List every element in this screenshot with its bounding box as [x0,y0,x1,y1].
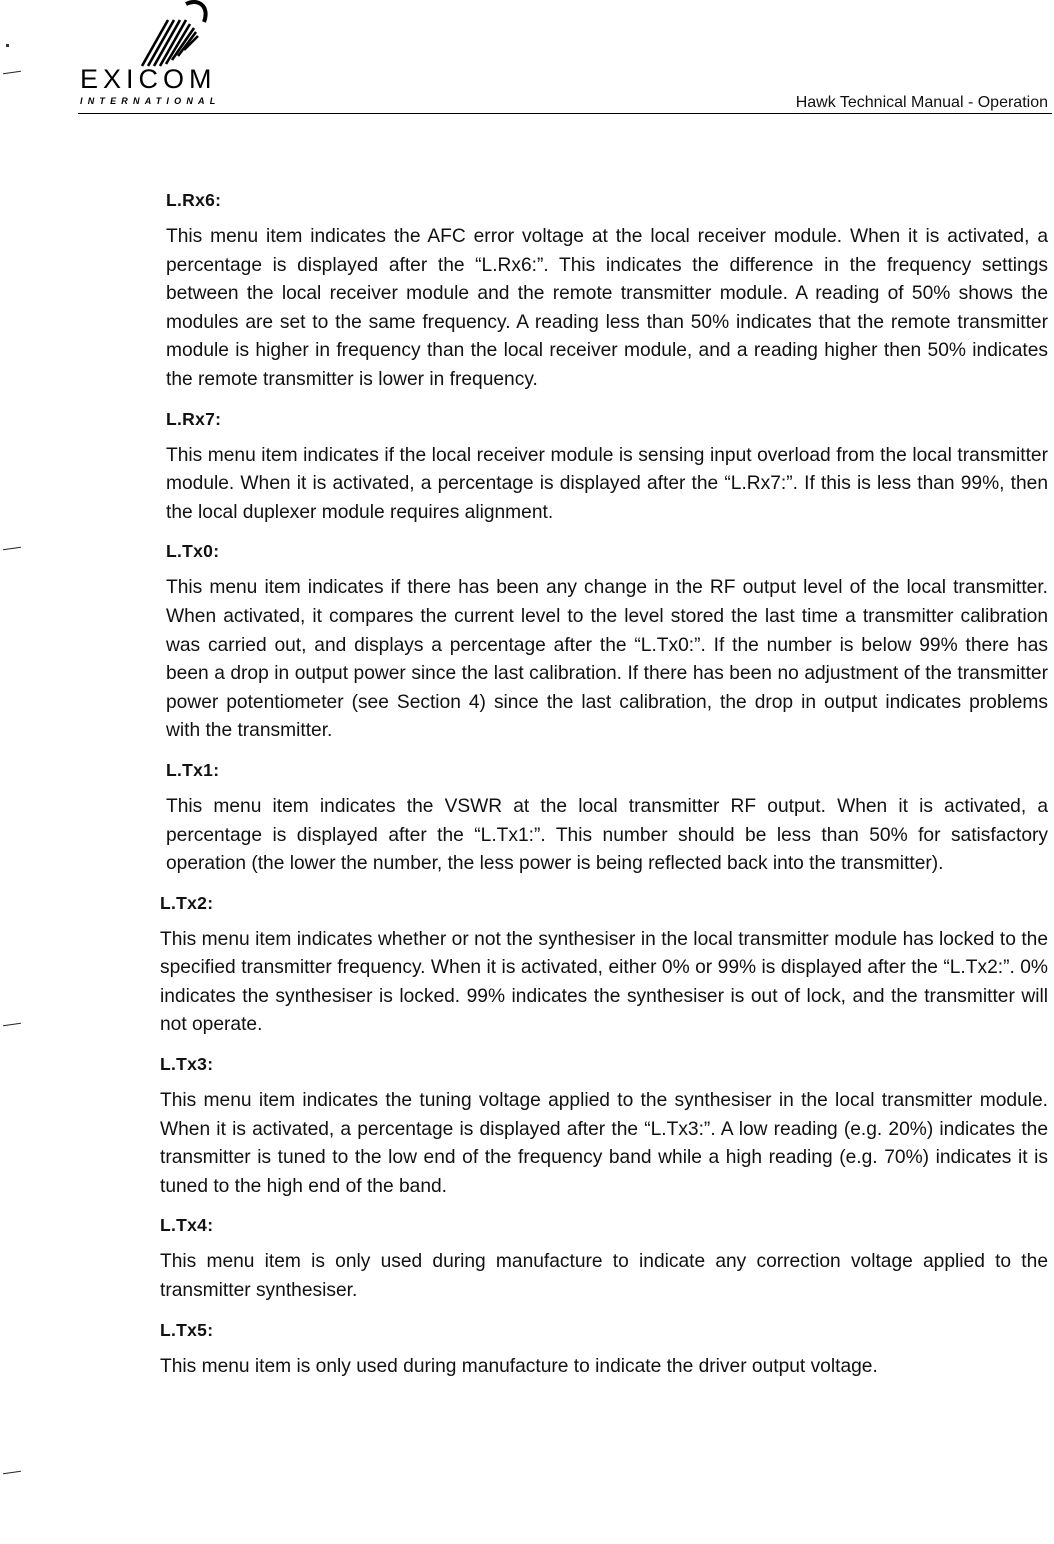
section-body: This menu item indicates if the local receiver module is sensing input overload from the local transmitter module. When it is activated, a percentage is displayed after the “L.Rx7:”. If this is less than 99%, then the local duplexer module requires alignment. [166,444,1048,523]
section-body: This menu item indicates the VSWR at the local transmitter RF output. When it is activated, a percentage is displayed after the “L.Tx1:”. This number should be less than 50% for satisfactory operation (the lower the number, the less power is being reflected back into the transmitter). [166,795,1048,875]
margin-dot [6,44,9,47]
section-heading: L.Tx5: [160,1319,214,1340]
section-l-tx1 [158,760,1048,879]
section-body: This menu item indicates whether or not the synthesiser in the local transmitter module has locked to the specified transmitter frequency. When it is activated, either 0% or 99% is displayed after the “L.Tx2:”. 0% indicates the synthesiser is locked. 99% indicates the synthesiser is out of lock, and the transmitter will not operate. [160,928,1048,1036]
exicom-globe-icon [138,0,218,68]
section-body: This menu item indicates the AFC error voltage at the local receiver module. When it is activated, a percentage is displayed after the “L.Rx6:”. This indicates the difference in the frequency settings between the local receiver module and the remote transmitter module. A reading of 50% shows the modules are set to the same frequency. A reading less than 50% indicates that the remote transmitter module is higher in frequency than the local receiver module, and a reading higher then 50% indicates the remote transmitter is lower in frequency. [166,226,1048,390]
section-heading: L.Tx4: [160,1215,214,1236]
section-heading: L.Rx6: [166,190,222,210]
section-l-rx7 [158,409,1048,528]
section-body: This menu item is only used during manufacture to indicate any correction voltage applied to the transmitter synthesiser. [160,1251,1048,1302]
margin-mark [3,1023,21,1026]
section-l-tx5 [158,1320,1048,1382]
brand-name: EXICOM [80,64,217,94]
section-heading: L.Tx3: [160,1054,214,1075]
section-l-rx6 [158,190,1048,395]
section-l-tx0 [158,541,1048,746]
section-body: This menu item indicates if there has been any change in the RF output level of the local transmitter. When activated, it compares the current level to the level stored the last time a transmitter calibration was carried out, and displays a percentage after the “L.Tx0:”. If the number is below 99% there has been a drop in output power since the last calibration. If there has been no adjustment of the transmitter power potentiometer (see Section 4) since the last calibration, the drop in output indicates problems with the transmitter. [166,577,1048,742]
brand-subtitle: INTERNATIONAL [80,96,221,106]
margin-mark [3,1471,21,1474]
section-l-tx3 [158,1054,1048,1201]
exicom-logo [78,0,248,110]
section-heading: L.Tx0: [166,541,220,562]
section-heading: L.Tx1: [166,759,220,780]
section-l-tx4 [158,1215,1048,1305]
section-heading: L.Tx2: [160,892,214,913]
header-divider [78,113,1052,114]
document-body [158,190,1048,1395]
margin-mark [3,71,21,74]
margin-mark [3,547,21,550]
section-heading: L.Rx7: [166,408,222,429]
section-body: This menu item is only used during manufacture to indicate the driver output voltage. [160,1355,878,1377]
section-l-tx2 [158,893,1048,1040]
section-body: This menu item indicates the tuning voltage applied to the synthesiser in the local transmitter module. When it is activated, a percentage is displayed after the “L.Tx3:”. A low reading (e.g. 20%) indicates the transmitter is tuned to the low end of the frequency band while a high reading (e.g. 70%) indicates it is tuned to the high end of the band. [160,1090,1048,1197]
page-header-title: Hawk Technical Manual - Operation [795,94,1048,111]
